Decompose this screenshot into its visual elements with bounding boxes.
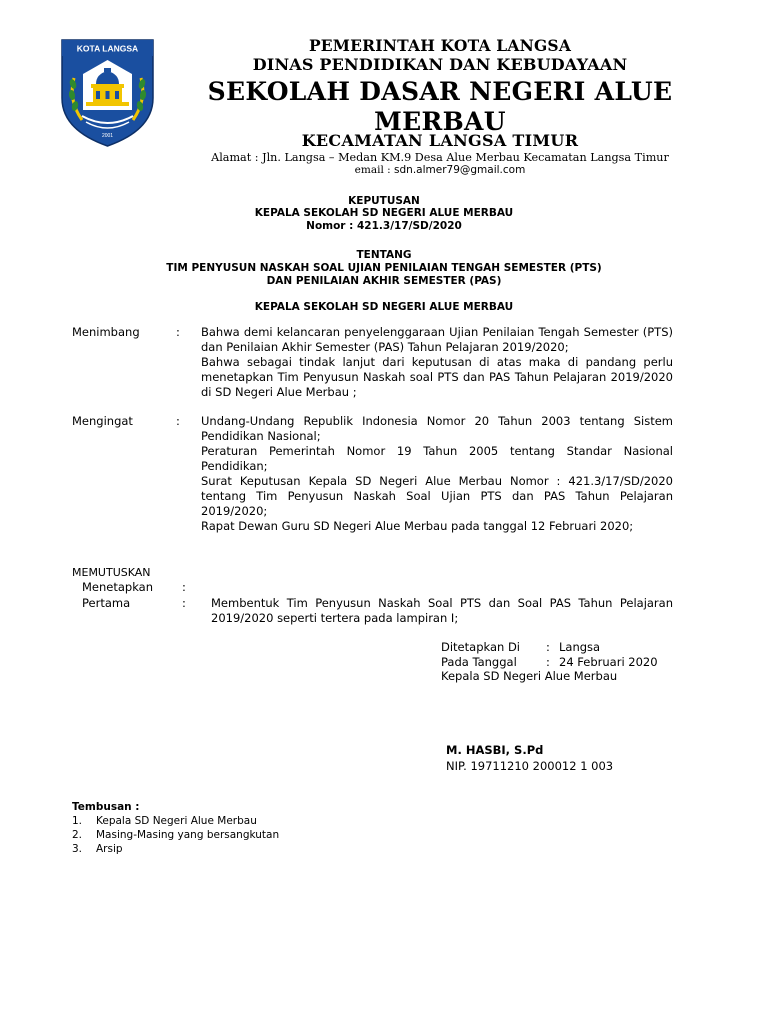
logo-year: 2001 [101, 133, 114, 139]
email-label: email : [354, 164, 391, 176]
menimbang-item: Bahwa sebagai tindak lanjut dari keputusan di atas maka di pandang perlu menetapkan Tim Penyusun Naskah soal PTS dan PAS Tahun Pelajaran 2019/2020 di SD Negeri Alue Merbau ; [201, 355, 673, 399]
place-value: Langsa [559, 640, 601, 654]
date-colon: : [546, 655, 550, 669]
tembusan-item-3-num: 3. [72, 843, 83, 855]
place-label: Ditetapkan Di [441, 640, 520, 654]
about-line1: TIM PENYUSUN NASKAH SOAL UJIAN PENILAIAN TENGAH SEMESTER (PTS) [166, 262, 602, 274]
menetapkan-label: Menetapkan [82, 580, 154, 594]
letterhead-district: KECAMATAN LANGSA TIMUR [301, 131, 579, 150]
signer-position: Kepala SD Negeri Alue Merbau [441, 669, 618, 683]
tembusan-item-3: Arsip [96, 843, 123, 855]
decree-title: KEPUTUSAN [348, 195, 420, 207]
menimbang-item: Bahwa demi kelancaran penyelenggaraan Ujian Penilaian Tengah Semester (PTS) dan Penilaian Akhir Semester (PAS) Tahun Pelajaran 2019/2020; [201, 325, 673, 354]
signer-nip: NIP. 19711210 200012 1 003 [446, 759, 614, 773]
decree-number: Nomor : 421.3/17/SD/2020 [306, 220, 462, 232]
school-name: SEKOLAH DASAR NEGERI ALUE MERBAU [207, 77, 673, 136]
decree-issuer-2: KEPALA SEKOLAH SD NEGERI ALUE MERBAU [254, 301, 514, 313]
mengingat-item: Surat Keputusan Kepala SD Negeri Alue Merbau Nomor : 421.3/17/SD/2020 tentang Tim Penyusun Naskah Soal Ujian PTS dan PAS Tahun Pelajaran 2019/2020; [201, 474, 673, 518]
signer-name: M. HASBI, S.Pd [446, 743, 544, 757]
mengingat-label: Mengingat [72, 414, 133, 428]
letterhead-email-line [160, 164, 720, 176]
pertama-colon: : [182, 596, 186, 610]
date-label: Pada Tanggal [441, 655, 517, 669]
letterhead-line1: PEMERINTAH KOTA LANGSA [308, 36, 572, 55]
mengingat-item: Rapat Dewan Guru SD Negeri Alue Merbau pada tanggal 12 Februari 2020; [201, 519, 634, 533]
pertama-label: Pertama [82, 596, 131, 610]
date-value: 24 Februari 2020 [559, 655, 658, 669]
email-address: sdn.almer79@gmail.com [394, 164, 526, 176]
about-label: TENTANG [356, 249, 412, 261]
mengingat-item: Peraturan Pemerintah Nomor 19 Tahun 2005 tentang Standar Nasional Pendidikan; [201, 444, 673, 473]
tembusan-label: Tembusan : [72, 801, 140, 813]
city-logo [60, 38, 155, 148]
tembusan-item-1-num: 1. [72, 815, 83, 827]
place-colon: : [546, 640, 550, 654]
decree-issuer: KEPALA SEKOLAH SD NEGERI ALUE MERBAU [254, 207, 514, 219]
logo-label: KOTA LANGSA [76, 43, 139, 54]
menimbang-colon: : [176, 325, 180, 339]
about-line2: DAN PENILAIAN AKHIR SEMESTER (PAS) [266, 275, 502, 287]
tembusan-item-1: Kepala SD Negeri Alue Merbau [96, 815, 257, 827]
menetapkan-colon: : [182, 580, 186, 594]
mengingat-item: Undang-Undang Republik Indonesia Nomor 20 Tahun 2003 tentang Sistem Pendidikan Nasional; [201, 414, 673, 443]
letterhead-line2: DINAS PENDIDIKAN DAN KEBUDAYAAN [252, 55, 628, 74]
menimbang-label: Menimbang [72, 325, 140, 339]
pertama-text: Membentuk Tim Penyusun Naskah Soal PTS dan Soal PAS Tahun Pelajaran 2019/2020 seperti tertera pada lampiran I; [211, 596, 673, 625]
mengingat-colon: : [176, 414, 180, 428]
tembusan-item-2: Masing-Masing yang bersangkutan [96, 829, 280, 841]
letterhead-address: Alamat : Jln. Langsa – Medan KM.9 Desa Alue Merbau Kecamatan Langsa Timur [211, 151, 669, 164]
memutuskan-label: MEMUTUSKAN [72, 566, 151, 579]
tembusan-item-2-num: 2. [72, 829, 83, 841]
